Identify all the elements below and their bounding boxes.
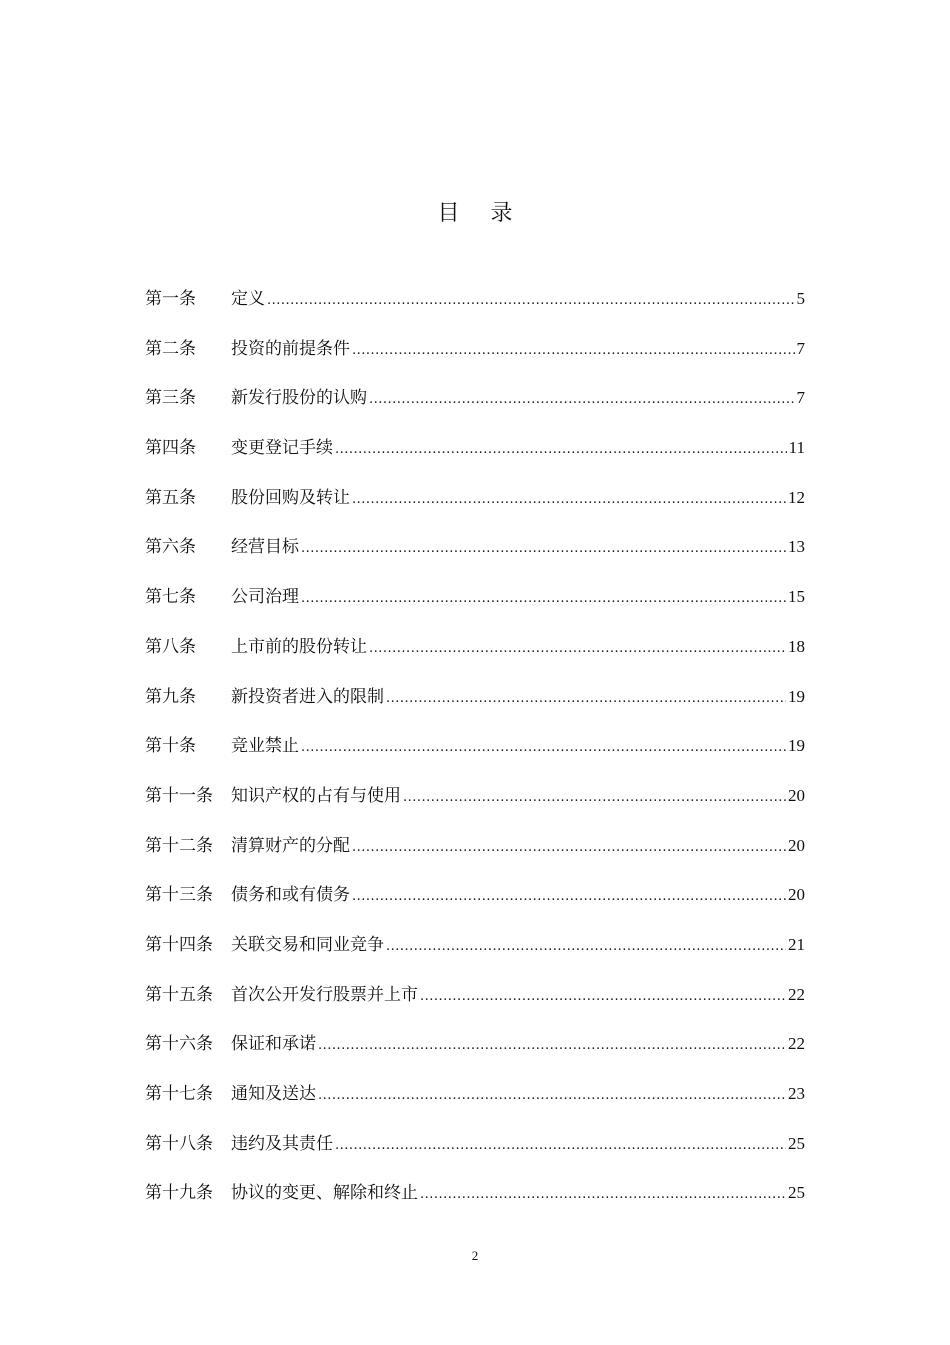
- toc-page-number: 22: [788, 984, 805, 1004]
- toc-dot-leader: [352, 487, 786, 513]
- toc-heading: 经营目标: [231, 537, 299, 558]
- toc-dot-leader: [352, 338, 795, 364]
- toc-heading: 变更登记手续: [231, 438, 333, 459]
- toc-article-number: 第二条: [145, 338, 196, 359]
- toc-article-number: 第十二条: [145, 835, 213, 856]
- toc-page-number: 19: [788, 686, 805, 706]
- toc-dot-leader: [318, 1083, 786, 1109]
- toc-article-number: 第十九条: [145, 1183, 213, 1204]
- toc-entry[interactable]: [145, 932, 805, 982]
- toc-article-number: 第十七条: [145, 1084, 213, 1104]
- toc-heading: 公司治理: [231, 587, 299, 608]
- toc-article-number: 第七条: [145, 587, 196, 608]
- toc-heading: 通知及送达: [231, 1084, 316, 1104]
- toc-article-number: 第四条: [145, 438, 196, 459]
- toc-dot-leader: [267, 288, 795, 314]
- toc-dot-leader: [301, 586, 786, 612]
- toc-heading: 首次公开发行股票并上市: [231, 984, 418, 1005]
- toc-page-number: 7: [796, 338, 805, 358]
- toc-article-number: 第十一条: [145, 785, 213, 806]
- toc-article-number: 第十五条: [145, 984, 213, 1005]
- toc-dot-leader: [420, 984, 786, 1010]
- toc-page-number: 12: [788, 487, 805, 507]
- toc-article-number: 第六条: [145, 537, 196, 558]
- toc-entry[interactable]: [145, 336, 805, 386]
- toc-dot-leader: [420, 1182, 786, 1208]
- toc-heading: 股份回购及转让: [231, 487, 350, 508]
- toc-page-number: 19: [788, 736, 805, 756]
- toc-page-number: 18: [788, 636, 805, 656]
- toc-article-number: 第十四条: [145, 934, 213, 955]
- toc-page-number: 7: [796, 388, 805, 408]
- toc-page-number: 11: [788, 438, 805, 458]
- toc-page-number: 22: [788, 1034, 805, 1054]
- toc-heading: 知识产权的占有与使用: [231, 785, 401, 806]
- toc-heading: 竞业禁止: [231, 736, 299, 757]
- toc-dot-leader: [369, 387, 795, 413]
- toc-dot-leader: [352, 884, 786, 910]
- table-of-contents: [145, 286, 805, 1230]
- toc-entry[interactable]: [145, 435, 805, 485]
- toc-article-number: 第三条: [145, 388, 196, 409]
- toc-entry[interactable]: [145, 1081, 805, 1131]
- toc-page-number: 25: [788, 1183, 805, 1203]
- toc-entry[interactable]: [145, 882, 805, 932]
- toc-page-number: 21: [788, 934, 805, 954]
- toc-page-number: 25: [788, 1133, 805, 1153]
- toc-heading: 协议的变更、解除和终止: [231, 1183, 418, 1204]
- toc-heading: 债务和或有债务: [231, 885, 350, 906]
- toc-heading: 清算财产的分配: [231, 835, 350, 856]
- toc-page-number: 15: [788, 587, 805, 607]
- toc-page-number: 23: [788, 1084, 805, 1103]
- toc-dot-leader: [369, 636, 786, 662]
- toc-entry[interactable]: [145, 634, 805, 684]
- toc-heading: 新发行股份的认购: [231, 388, 367, 409]
- toc-entry[interactable]: [145, 286, 805, 336]
- toc-entry[interactable]: [145, 1031, 805, 1081]
- toc-page-number: 20: [788, 885, 805, 905]
- toc-entry[interactable]: [145, 485, 805, 535]
- toc-heading: 上市前的股份转让: [231, 636, 367, 657]
- toc-article-number: 第一条: [145, 289, 196, 309]
- toc-article-number: 第十六条: [145, 1034, 213, 1055]
- toc-page-number: 13: [788, 537, 805, 557]
- toc-entry[interactable]: [145, 733, 805, 783]
- toc-dot-leader: [318, 1033, 786, 1059]
- toc-heading: 新投资者进入的限制: [231, 686, 384, 707]
- toc-page-number: 20: [788, 785, 805, 805]
- toc-article-number: 第九条: [145, 686, 196, 707]
- toc-entry[interactable]: [145, 584, 805, 634]
- toc-entry[interactable]: [145, 1131, 805, 1181]
- toc-article-number: 第十八条: [145, 1133, 213, 1154]
- toc-heading: 投资的前提条件: [231, 338, 350, 359]
- toc-entry[interactable]: [145, 385, 805, 435]
- toc-entry[interactable]: [145, 833, 805, 883]
- toc-dot-leader: [335, 1133, 786, 1159]
- toc-article-number: 第十条: [145, 736, 196, 757]
- toc-dot-leader: [301, 735, 786, 761]
- document-title: 目 录: [437, 201, 525, 226]
- toc-entry[interactable]: [145, 1180, 805, 1230]
- toc-entry[interactable]: [145, 534, 805, 584]
- toc-dot-leader: [386, 934, 786, 960]
- toc-heading: 关联交易和同业竞争: [231, 934, 384, 955]
- toc-dot-leader: [403, 785, 786, 811]
- toc-article-number: 第八条: [145, 636, 196, 657]
- toc-article-number: 第五条: [145, 487, 196, 508]
- toc-dot-leader: [386, 686, 786, 712]
- toc-entry[interactable]: [145, 783, 805, 833]
- toc-dot-leader: [335, 437, 787, 463]
- toc-entry[interactable]: [145, 982, 805, 1032]
- toc-article-number: 第十三条: [145, 885, 213, 906]
- page-footer-number: 2: [471, 1248, 479, 1263]
- toc-entry[interactable]: [145, 684, 805, 734]
- toc-dot-leader: [352, 835, 786, 861]
- toc-dot-leader: [301, 536, 786, 562]
- toc-heading: 定义: [231, 289, 265, 309]
- toc-page-number: 20: [788, 835, 805, 855]
- toc-page-number: 5: [796, 289, 805, 308]
- toc-heading: 保证和承诺: [231, 1034, 316, 1055]
- toc-heading: 违约及其责任: [231, 1133, 333, 1154]
